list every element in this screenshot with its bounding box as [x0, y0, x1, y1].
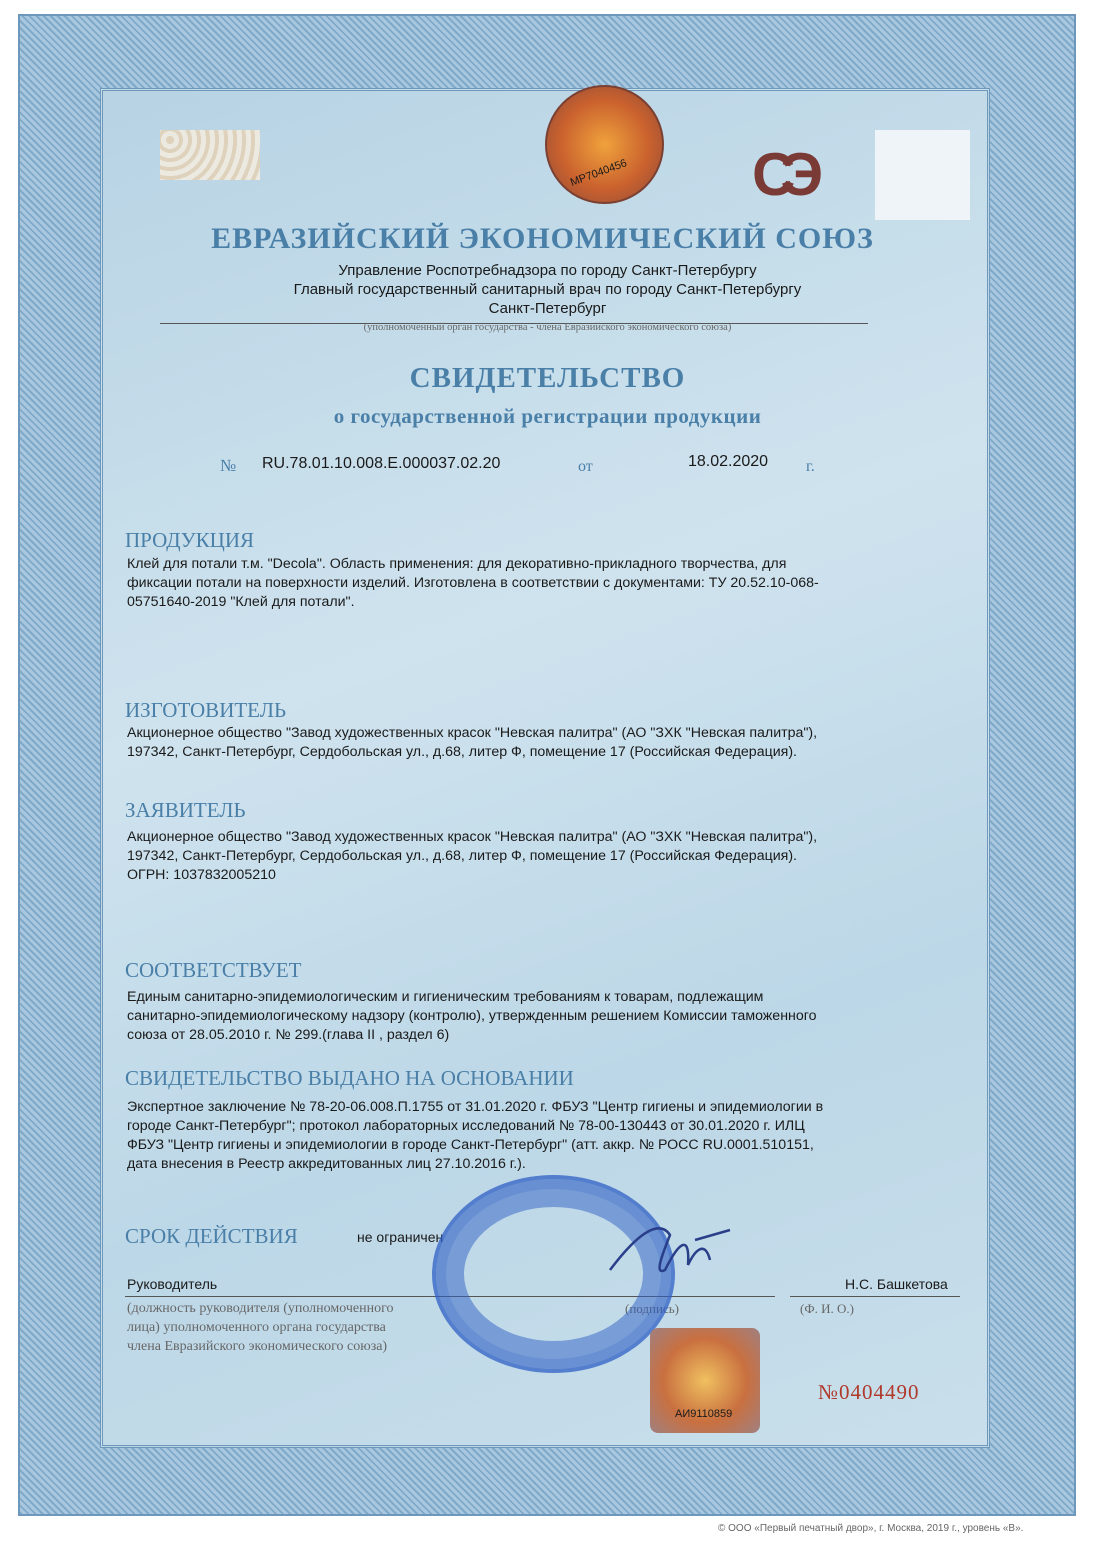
- validity-value: не ограничен: [357, 1229, 444, 1245]
- union-title: ЕВРАЗИЙСКИЙ ЭКОНОМИЧЕСКИЙ СОЮЗ: [211, 222, 874, 255]
- fio-caption: (Ф. И. О.): [800, 1301, 854, 1316]
- text-line: дата внесения в Реестр аккредитованных лиц 27.10.2016 г.).: [127, 1156, 526, 1172]
- text-line: Единым санитарно-эпидемиологическим и гигиеническим требованиям к товарам, подлежащим: [127, 989, 764, 1005]
- text-line: 197342, Санкт-Петербург, Сердобольская ул., д.68, литер Ф, помещение 17 (Российская Федерация).: [127, 848, 797, 864]
- position-caption: (должность руководителя (уполномоченного лица) уполномоченного органа государства члена Евразийского экономического союза): [127, 1301, 394, 1354]
- number-label: №: [220, 456, 237, 475]
- section-title: ЗАЯВИТЕЛЬ: [125, 798, 246, 822]
- text-line: фиксации потали на поверхности изделий. Изготовлена в соответствии с документами: ТУ 20.52.10-068-: [127, 575, 819, 591]
- section-text: [127, 724, 967, 762]
- text-line: союза от 28.05.2010 г. № 299.(глава II , раздел 6): [127, 1027, 450, 1043]
- section-title: СООТВЕТСТВУЕТ: [125, 958, 302, 982]
- year-suffix: г.: [806, 458, 815, 475]
- authority-line-1: Управление Роспотребнадзора по городу Санкт-Петербургу: [338, 262, 757, 279]
- text-line: Клей для потали т.м. "Decola". Область применения: для декоративно-прикладного творчества, для: [127, 556, 787, 572]
- authority-city: Санкт-Петербург: [488, 300, 607, 317]
- sign-caption: (подпись): [625, 1301, 679, 1316]
- validity-label: СРОК ДЕЙСТВИЯ: [125, 1224, 298, 1248]
- text-line: Экспертное заключение № 78-20-06.008.П.1755 от 31.01.2020 г. ФБУЗ "Центр гигиены и эпидемиологии в: [127, 1099, 824, 1115]
- text-line: Акционерное общество "Завод художественных красок "Невская палитра" (АО "ЗХК "Невская палитра"),: [127, 725, 818, 741]
- printer-footer: © ООО «Первый печатный двор», г. Москва, 2019 г., уровень «В».: [718, 1523, 1024, 1534]
- registration-date: 18.02.2020: [688, 453, 769, 470]
- text-line: санитарно-эпидемиологическому надзору (контролю), утвержденным решением Комиссии таможенного: [127, 1008, 817, 1024]
- fio-line: [790, 1296, 960, 1297]
- text-line: ОГРН: 1037832005210: [127, 867, 276, 883]
- section-text: [127, 1098, 967, 1174]
- authority-line-2: Главный государственный санитарный врач по городу Санкт-Петербургу: [293, 281, 802, 298]
- section-title: ИЗГОТОВИТЕЛЬ: [125, 698, 287, 722]
- section-text: [127, 555, 967, 612]
- date-label: от: [578, 458, 593, 475]
- text-line: Акционерное общество "Завод художественных красок "Невская палитра" (АО "ЗХК "Невская палитра"),: [127, 829, 818, 845]
- section-text: [127, 828, 967, 885]
- authority-caption: (уполномоченный орган государства - члена Евразийского экономического союза): [363, 322, 732, 333]
- document-subtitle: о государственной регистрации продукции: [333, 404, 762, 428]
- text-line: городе Санкт-Петербург"; протокол лабораторных исследований № 78-00-130443 от 30.01.2020 г. ИЛЦ: [127, 1118, 805, 1134]
- section-text: [127, 988, 967, 1045]
- hologram-seal-bottom: АИ9110859: [650, 1328, 760, 1433]
- text-line: ФБУЗ "Центр гигиены и эпидемиологии в городе Санкт-Петербург" (атт. аккр. № РОСС RU.0001.510151,: [127, 1137, 814, 1153]
- white-patch: [875, 130, 970, 220]
- section-title: СВИДЕТЕЛЬСТВО ВЫДАНО НА ОСНОВАНИИ: [125, 1066, 574, 1090]
- signature-scribble: [600, 1210, 740, 1290]
- blank-number: №0404490: [818, 1380, 920, 1404]
- text-line: 05751640-2019 "Клей для потали".: [127, 594, 355, 610]
- registration-number: RU.78.01.10.008.E.000037.02.20: [262, 455, 501, 472]
- section-title: ПРОДУКЦИЯ: [125, 528, 255, 552]
- signer-position: Руководитель: [127, 1276, 218, 1292]
- se-mark-logo: СЭ: [752, 141, 810, 208]
- document-title: СВИДЕТЕЛЬСТВО: [409, 362, 686, 394]
- text-line: 197342, Санкт-Петербург, Сердобольская ул., д.68, литер Ф, помещение 17 (Российская Федерация).: [127, 744, 797, 760]
- hologram-seal-top: МР7040456: [545, 85, 664, 204]
- hologram-strip: [160, 130, 260, 180]
- signer-name: Н.С. Башкетова: [845, 1276, 948, 1292]
